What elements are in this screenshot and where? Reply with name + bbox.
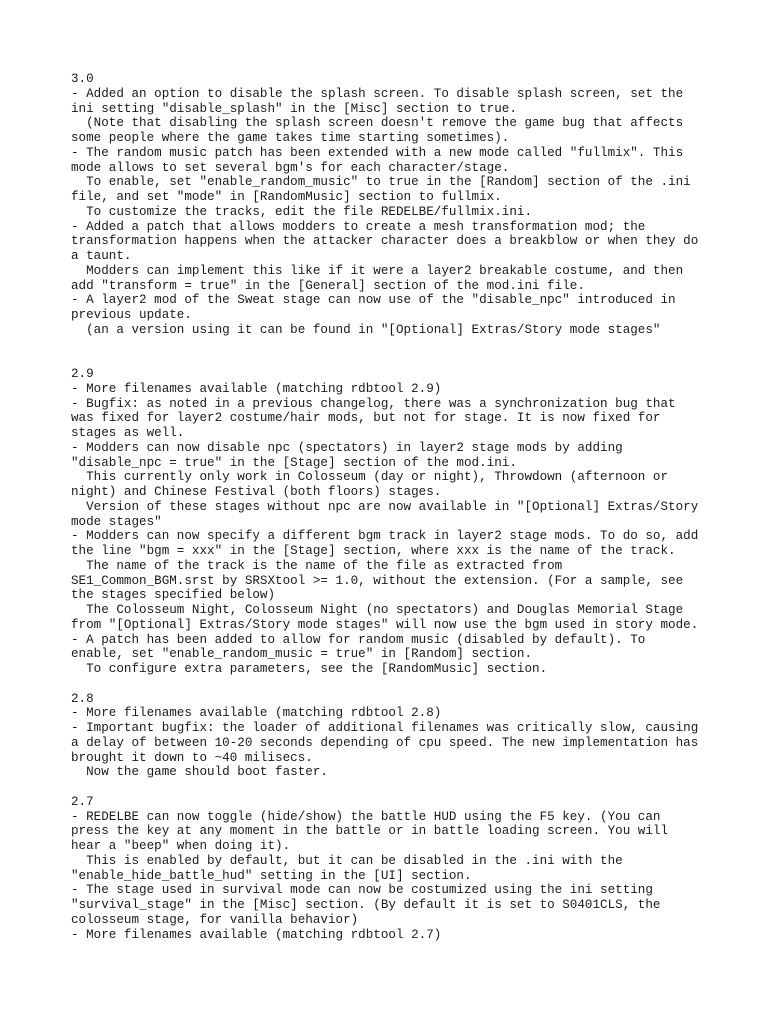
changelog-line: (Note that disabling the splash screen doesn't remove the game bug that affects [71, 116, 684, 131]
changelog-line: Now the game should boot faster. [71, 765, 328, 780]
changelog-line: - More filenames available (matching rdbtool 2.9) [71, 381, 442, 396]
changelog-line: was fixed for layer2 costume/hair mods, but not for stage. It is now fixed for [71, 411, 661, 426]
changelog-line: colosseum stage, for vanilla behavior) [71, 912, 359, 927]
changelog-line: a taunt. [71, 249, 132, 263]
changelog-line: the line "bgm = xxx" in the [Stage] section, where xxx is the name of the track. [71, 544, 676, 558]
changelog-line: - More filenames available (matching rdbtool 2.8) [71, 706, 442, 721]
changelog-line: "survival_stage" in the [Misc] section. (By default it is set to S0401CLS, the [71, 898, 661, 912]
changelog-line: 2.8 [71, 691, 94, 706]
changelog-line: Version of these stages without npc are now available in "[Optional] Extras/Story [71, 499, 699, 514]
changelog-line: To enable, set "enable_random_music" to true in the [Random] section of the .ini [71, 175, 691, 190]
changelog-line: (an a version using it can be found in "[Optional] Extras/Story mode stages" [71, 322, 661, 337]
changelog-line: - A layer2 mod of the Sweat stage can now use of the "disable_npc" introduced in [71, 293, 676, 308]
changelog-line: transformation happens when the attacker character does a breakblow or when they do [71, 234, 699, 249]
changelog-line: To customize the tracks, edit the file REDELBE/fullmix.ini. [71, 204, 533, 219]
changelog-line: - Important bugfix: the loader of additional filenames was critically slow, causing [71, 721, 699, 735]
changelog-line: "enable_hide_battle_hud" setting in the [UI] section. [71, 868, 472, 883]
changelog-line: - Modders can now specify a different bgm track in layer2 stage mods. To do so, add [71, 529, 699, 544]
changelog-line: The Colosseum Night, Colosseum Night (no spectators) and Douglas Memorial Stage [71, 603, 684, 617]
changelog-line: - A patch has been added to allow for random music (disabled by default). To [71, 632, 646, 647]
changelog-line: the stages specified below) [71, 588, 276, 603]
blank-line [71, 677, 711, 692]
changelog-line: night) and Chinese Festival (both floors) stages. [71, 485, 442, 499]
changelog-document [71, 72, 711, 942]
changelog-line: - REDELBE can now toggle (hide/show) the battle HUD using the F5 key. (You can [71, 809, 661, 824]
blank-line [71, 338, 711, 353]
changelog-line: enable, set "enable_random_music = true" in [Random] section. [71, 647, 533, 662]
changelog-line: stages as well. [71, 426, 185, 440]
changelog-line: This is enabled by default, but it can be disabled in the .ini with the [71, 853, 623, 868]
changelog-line: 2.7 [71, 794, 94, 809]
changelog-line: This currently only work in Colosseum (day or night), Throwdown (afternoon or [71, 470, 669, 485]
changelog-line: - The random music patch has been extended with a new mode called "fullmix". This [71, 145, 684, 160]
changelog-line: 2.9 [71, 367, 94, 381]
changelog-line: - More filenames available (matching rdbtool 2.7) [71, 927, 442, 942]
changelog-line: file, and set "mode" in [RandomMusic] section to fullmix. [71, 190, 502, 204]
changelog-line: a delay of between 10-20 seconds depending of cpu speed. The new implementation has [71, 735, 699, 750]
changelog-line: - Added a patch that allows modders to create a mesh transformation mod; the [71, 219, 646, 234]
changelog-line: from "[Optional] Extras/Story mode stages" will now use the bgm used in story mode. [71, 617, 699, 632]
changelog-line: mode stages" [71, 514, 162, 529]
changelog-line: mode allows to set several bgm's for each character/stage. [71, 160, 510, 175]
changelog-line: some people where the game takes time starting sometimes). [71, 131, 510, 145]
changelog-line: press the key at any moment in the battle or in battle loading screen. You will [71, 824, 669, 839]
changelog-line: hear a "beep" when doing it). [71, 839, 291, 853]
changelog-line: 3.0 [71, 72, 94, 86]
changelog-line: brought it down to ~40 milisecs. [71, 750, 313, 765]
changelog-line: add "transform = true" in the [General] section of the mod.ini file. [71, 278, 585, 293]
changelog-line: "disable_npc = true" in the [Stage] section of the mod.ini. [71, 455, 517, 470]
changelog-line: Modders can implement this like if it were a layer2 breakable costume, and then [71, 263, 684, 278]
changelog-line: - The stage used in survival mode can now be costumized using the ini setting [71, 883, 653, 898]
changelog-line: The name of the track is the name of the file as extracted from [71, 558, 563, 573]
changelog-line: - Added an option to disable the splash screen. To disable splash screen, set the [71, 86, 684, 101]
changelog-line: SE1_Common_BGM.srst by SRSXtool >= 1.0, without the extension. (For a sample, see [71, 573, 684, 588]
blank-line [71, 352, 711, 367]
changelog-line: - Bugfix: as noted in a previous changelog, there was a synchronization bug that [71, 396, 676, 411]
changelog-line: ini setting "disable_splash" in the [Misc] section to true. [71, 101, 517, 116]
blank-line [71, 780, 711, 795]
changelog-line: To configure extra parameters, see the [RandomMusic] section. [71, 662, 548, 676]
changelog-line: - Modders can now disable npc (spectators) in layer2 stage mods by adding [71, 440, 623, 455]
changelog-line: previous update. [71, 308, 192, 322]
